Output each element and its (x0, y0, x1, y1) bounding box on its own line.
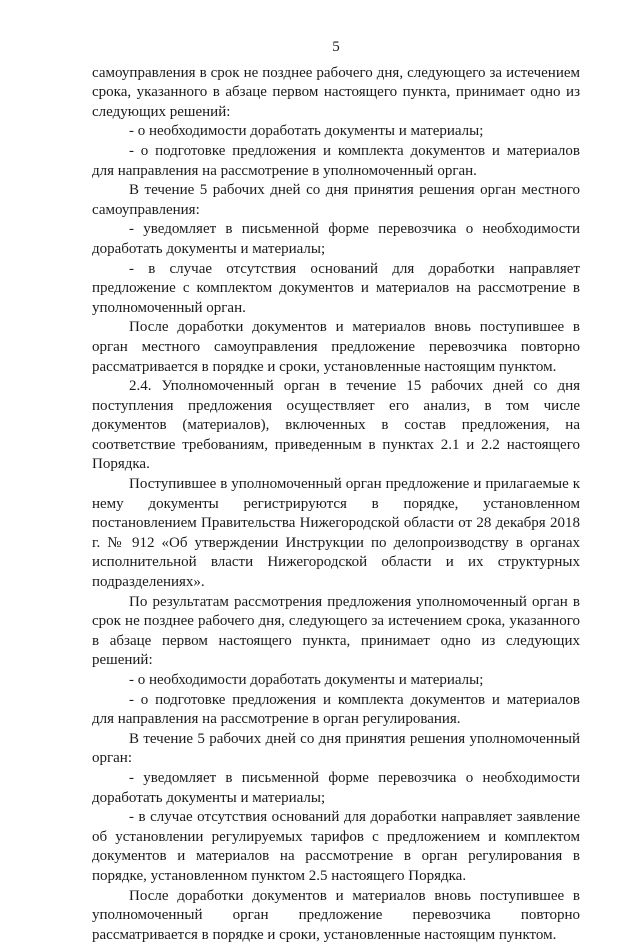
paragraph-2: - о необходимости доработать документы и материалы; (129, 123, 484, 140)
paragraph-1: самоуправления в срок не позднее рабочего дня, следующего за истечением срока, указанного в абзаце первом настоящего пункта, принимает одно из следующих решений: (92, 64, 580, 120)
paragraph-15: - в случае отсутствия оснований для доработки направляет заявление об установлении регулируемых тарифов с предложением и комплектом документов и материалов на рассмотрение в орган регулирования в порядке, установленном пунктом 2.5 настоящего Порядка. (92, 809, 580, 884)
paragraph-13: В течение 5 рабочих дней со дня принятия решения уполномоченный орган: (92, 730, 580, 767)
paragraph-16: После доработки документов и материалов вновь поступившее в уполномоченный орган предложение перевозчика повторно рассматривается в порядке и сроки, установленные настоящим пунктом. (92, 887, 580, 943)
paragraph-4: В течение 5 рабочих дней со дня принятия решения орган местного самоуправления: (92, 182, 580, 218)
paragraph-10: По результатам рассмотрения предложения уполномоченный орган в срок не позднее рабочего дня, следующего за истечением срока, указанного в абзаце первом настоящего пункта, принимает одно из следующих решений: (92, 593, 580, 669)
paragraph-6: - в случае отсутствия оснований для доработки направляет предложение с комплектом документов и материалов на рассмотрение в уполномоченный орган. (92, 260, 580, 316)
page-number: 5 (332, 39, 340, 55)
paragraph-14: - уведомляет в письменной форме перевозчика о необходимости доработать документы и материалы; (92, 769, 580, 806)
paragraph-9: Поступившее в уполномоченный орган предложение и прилагаемые к нему документы регистрируются в порядке, установленном постановлением Правительства Нижегородской области от 28 декабря 2018 г. № 912 «Об утверждении Инструкции по делопроизводству в органах исполнительной власти Нижегородской области и их структурных подразделениях». (92, 476, 580, 591)
paragraph-7: После доработки документов и материалов вновь поступившее в орган местного самоуправления предложение перевозчика повторно рассматривается в порядке и сроки, установленные настоящим пунктом. (92, 319, 580, 375)
paragraph-12: - о подготовке предложения и комплекта документов и материалов для направления на рассмотрение в орган регулирования. (92, 691, 580, 728)
paragraph-5: - уведомляет в письменной форме перевозчика о необходимости доработать документы и материалы; (92, 221, 580, 257)
document-page (92, 38, 580, 945)
paragraph-8: 2.4. Уполномоченный орган в течение 15 рабочих дней со дня поступления предложения осуществляет его анализ, в том числе документов (материалов), включенных в состав предложения, на соответствие требованиям, приведенным в пунктах 2.1 и 2.2 настоящего Порядка. (92, 378, 580, 473)
paragraph-11: - о необходимости доработать документы и материалы; (129, 672, 484, 688)
paragraph-3: - о подготовке предложения и комплекта документов и материалов для направления на рассмотрение в уполномоченный орган. (92, 142, 580, 179)
